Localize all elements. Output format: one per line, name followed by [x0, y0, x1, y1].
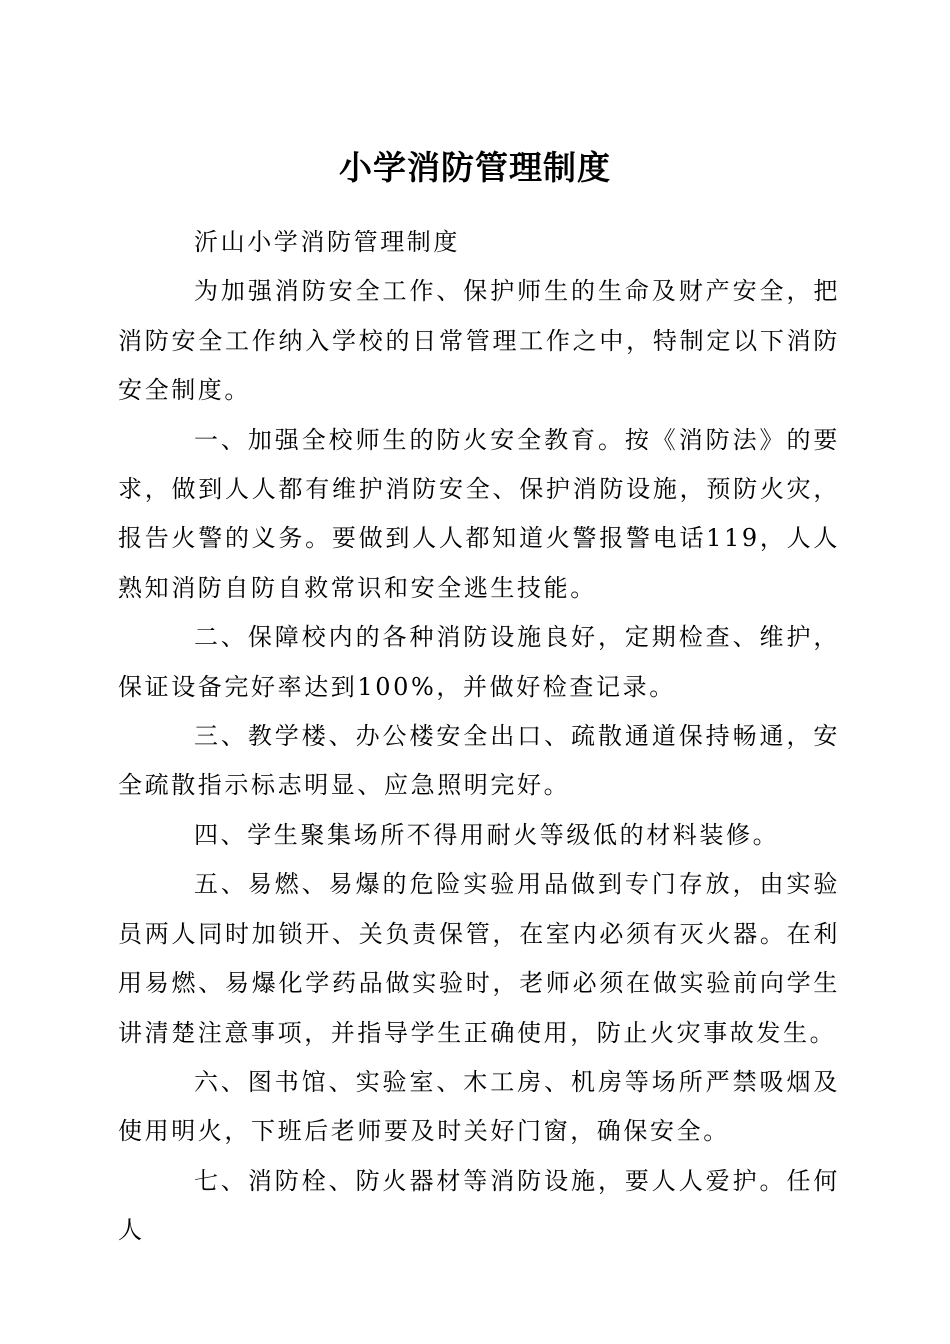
paragraph-rule-6: 六、图书馆、实验室、木工房、机房等场所严禁吸烟及使用明火，下班后老师要及时关好门窗，确保安全。: [118, 1067, 840, 1146]
paragraph-rule-4: 四、学生聚集场所不得用耐火等级低的材料装修。: [194, 820, 780, 849]
paragraph-rule-3: 三、教学楼、办公楼安全出口、疏散通道保持畅通，安全疏散指示标志明显、应急照明完好。: [118, 722, 840, 800]
paragraph-intro: 为加强消防安全工作、保护师生的生命及财产安全，把消防安全工作纳入学校的日常管理工作之中，特制定以下消防安全制度。: [118, 277, 840, 405]
document-title: 小学消防管理制度: [339, 148, 611, 187]
paragraph-rule-2: 二、保障校内的各种消防设施良好，定期检查、维护，保证设备完好率达到100%，并做好检查记录。: [118, 623, 840, 701]
paragraph-rule-7: 七、消防栓、防火器材等消防设施，要人人爱护。任何人: [118, 1166, 840, 1245]
paragraph-rule-1: 一、加强全校师生的防火安全教育。按《消防法》的要求，做到人人都有维护消防安全、保护消防设施，预防火灾，报告火警的义务。要做到人人都知道火警报警电话119，人人熟知消防自防自救常识和安全逃生技能。: [118, 425, 840, 602]
paragraph-rule-5: 五、易燃、易爆的危险实验用品做到专门存放，由实验员两人同时加锁开、关负责保管，在室内必须有灭火器。在利用易燃、易爆化学药品做实验时，老师必须在做实验前向学生讲清楚注意事项，并指导学生正确使用，防止火灾事故发生。: [118, 870, 840, 1047]
document-body: [118, 218, 840, 1256]
paragraph-school-name: 沂山小学消防管理制度: [194, 228, 460, 256]
